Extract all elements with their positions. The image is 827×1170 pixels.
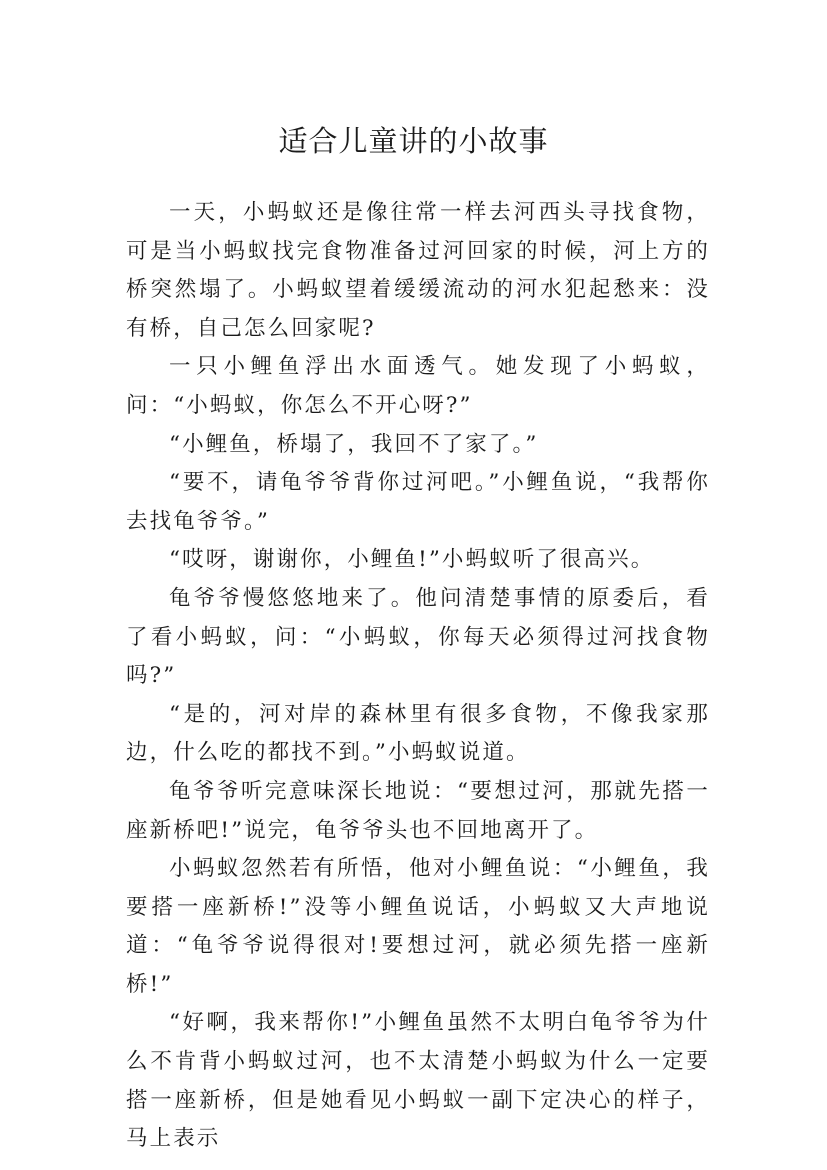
- paragraph: “是的，河对岸的森林里有很多食物，不像我家那边，什么吃的都找不到。”小蚂蚁说道。: [126, 701, 710, 766]
- paragraph: “要不，请龟爷爷背你过河吧。”小鲤鱼说，“我帮你去找龟爷爷。”: [126, 470, 710, 534]
- paragraph: “好啊，我来帮你!”小鲤鱼虽然不太明白龟爷爷为什么不肯背小蚂蚁过河，也不太清楚小蚂蚁为什么一定要搭一座新桥，但是她看见小蚂蚁一副下定决心的样子，马上表示: [126, 1010, 710, 1152]
- paragraph: 龟爷爷听完意味深长地说：“要想过河，那就先搭一座新桥吧!”说完，龟爷爷头也不回地离开了。: [126, 778, 710, 843]
- paragraph: 一只小鲤鱼浮出水面透气。她发现了小蚂蚁，问：“小蚂蚁，你怎么不开心呀?”: [126, 354, 710, 418]
- document-body: [126, 194, 710, 1159]
- paragraph: “小鲤鱼，桥塌了，我回不了家了。”: [169, 431, 539, 457]
- paragraph: 龟爷爷慢悠悠地来了。他问清楚事情的原委后，看了看小蚂蚁，问：“小蚂蚁，你每天必须得过河找食物吗?”: [126, 585, 710, 689]
- paragraph: 小蚂蚁忽然若有所悟，他对小鲤鱼说：“小鲤鱼，我要搭一座新桥!”没等小鲤鱼说话，小蚂蚁又大声地说道：“龟爷爷说得很对!要想过河，就必须先搭一座新桥!”: [126, 856, 710, 997]
- paragraph: “哎呀，谢谢你，小鲤鱼!”小蚂蚁听了很高兴。: [169, 547, 655, 573]
- document-title: 适合儿童讲的小故事: [278, 124, 549, 159]
- paragraph: 一天，小蚂蚁还是像往常一样去河西头寻找食物，可是当小蚂蚁找完食物准备过河回家的时候，河上方的桥突然塌了。小蚂蚁望着缓缓流动的河水犯起愁来：没有桥，自己怎么回家呢?: [126, 200, 710, 341]
